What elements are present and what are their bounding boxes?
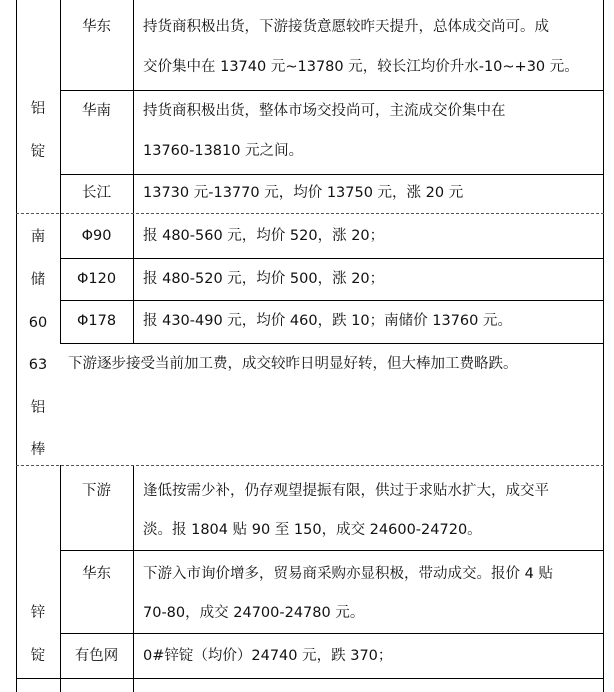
price-text: 13760-13810 元之间。 — [143, 143, 304, 159]
spec-label: Φ178 — [76, 313, 117, 329]
section-divider — [16, 465, 604, 466]
row-divider — [60, 300, 603, 301]
category-label: 铝 — [30, 400, 46, 416]
category-label: 南 — [30, 229, 46, 245]
region-label: 华东 — [82, 19, 111, 35]
category-label: 储 — [30, 272, 46, 288]
price-text: 报 480-560 元，均价 520，涨 20； — [143, 228, 385, 244]
divider-region — [133, 0, 134, 343]
category-label: 铝 — [30, 101, 46, 117]
spec-label: Φ120 — [76, 271, 117, 287]
bottom-border — [16, 678, 604, 679]
price-text: 持货商积极出货，整体市场交投尚可，主流成交价集中在 — [143, 103, 506, 119]
region-label: 长江 — [82, 185, 111, 201]
price-text: 逢低按需少补，仍存观望提振有限，供过于求贴水扩大，成交平 — [143, 483, 549, 499]
spec-label: Φ90 — [81, 228, 112, 244]
price-text: 下游入市询价增多，贸易商采购亦显积极，带动成交。报价 4 贴 — [143, 566, 553, 582]
right-border — [603, 0, 604, 692]
region-label: 有色网 — [74, 648, 119, 664]
price-text: 13730 元-13770 元，均价 13750 元，涨 20 元 — [143, 185, 464, 201]
category-label: 63 — [28, 357, 48, 373]
category-label: 锭 — [30, 648, 46, 664]
price-text: 报 480-520 元，均价 500，涨 20； — [143, 271, 385, 287]
row-divider — [60, 550, 603, 551]
category-label: 棒 — [30, 442, 46, 458]
price-text: 70-80，成交 24700-24780 元。 — [143, 605, 365, 621]
category-label: 60 — [28, 315, 48, 331]
region-label: 下游 — [82, 483, 111, 499]
category-label: 锭 — [30, 144, 46, 160]
row-divider — [60, 174, 603, 175]
price-text: 交价集中在 13740 元~13780 元，较长江均价升水-10~+30 元。 — [143, 59, 579, 75]
section-divider — [16, 213, 604, 214]
price-text: 报 430-490 元，均价 460，跌 10；南储价 13760 元。 — [143, 313, 512, 329]
price-text: 持货商积极出货，下游接货意愿较昨天提升，总体成交尚可。成 — [143, 19, 549, 35]
row-divider — [60, 633, 603, 634]
summary-text: 下游逐步接受当前加工费，成交较昨日明显好转，但大棒加工费略跌。 — [68, 356, 518, 372]
divider-region — [133, 465, 134, 692]
price-text: 淡。报 1804 贴 90 至 150，成交 24600-24720。 — [143, 522, 482, 538]
row-divider — [60, 343, 603, 344]
region-label: 华南 — [82, 103, 111, 119]
price-text: 0#锌锭（均价）24740 元，跌 370； — [143, 648, 393, 664]
category-label: 锌 — [30, 605, 46, 621]
region-label: 华东 — [82, 566, 111, 582]
row-divider — [60, 258, 603, 259]
row-divider — [60, 90, 603, 91]
